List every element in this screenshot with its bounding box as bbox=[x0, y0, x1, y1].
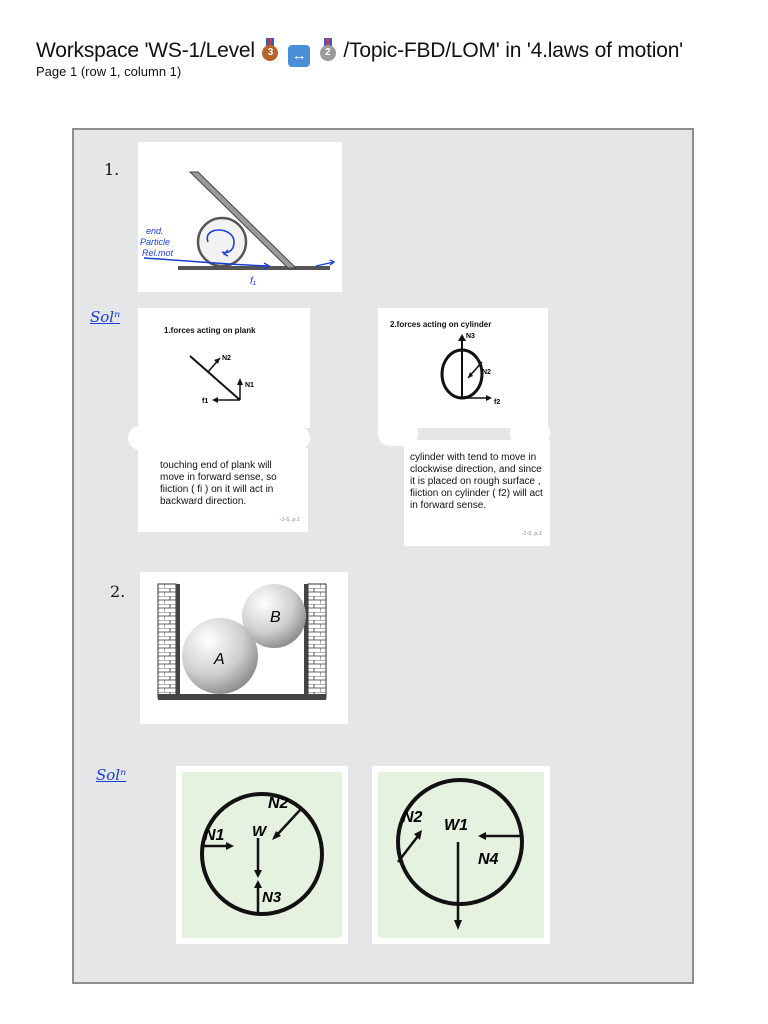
cylinder-fbd-panel bbox=[378, 308, 548, 428]
plank-label-f1: f1 bbox=[202, 398, 209, 405]
plank-fbd-title: 1.forces acting on plank bbox=[164, 326, 256, 335]
annotation-friction: f₁ bbox=[250, 276, 256, 287]
cylinder-notch-right bbox=[510, 420, 550, 446]
question-1-figure bbox=[138, 142, 342, 292]
ball-b-fbd-card bbox=[372, 766, 550, 944]
cylinder-explanation-text: cylinder with tend to move in clockwise direction, and since it is placed on rough surface , fiiction on cylinder ( f2) will act in forward sense. bbox=[410, 452, 543, 511]
fbd1-label-n1: N1 bbox=[204, 827, 225, 844]
title-start: Workspace 'WS-1/Level bbox=[36, 39, 255, 62]
title-end: /Topic-FBD/LOM' in '4.laws of motion' bbox=[343, 39, 683, 62]
cylinder-citation: -1-6, p.1 bbox=[521, 531, 542, 537]
plank-fbd-panel bbox=[138, 308, 310, 428]
cylinder-explanation-card bbox=[404, 440, 550, 546]
balls-between-walls-diagram bbox=[140, 572, 348, 724]
cylinder-force-diagram bbox=[378, 308, 548, 428]
cylinder-label-n3: N3 bbox=[466, 333, 475, 340]
fbd2-label-n2: N2 bbox=[402, 809, 423, 826]
workspace-title bbox=[36, 38, 683, 67]
annotation-end: end. bbox=[146, 226, 164, 236]
left-right-arrow-icon: ↔ bbox=[288, 45, 310, 67]
plank-force-diagram bbox=[138, 308, 310, 428]
bronze-medal-icon: 3 bbox=[262, 38, 278, 60]
ball-a-fbd-card bbox=[176, 766, 348, 944]
ball-a-fbd bbox=[176, 766, 348, 944]
cylinder-fbd-title: 2.forces acting on cylinder bbox=[390, 320, 492, 329]
fbd1-label-n2: N2 bbox=[268, 795, 289, 812]
page-subtitle: Page 1 (row 1, column 1) bbox=[36, 64, 182, 79]
solution-1-label: Solⁿ bbox=[90, 308, 121, 326]
plank-explanation-text: touching end of plank will move in forward sense, so fiiction ( fi ) on it will act in backward direction. bbox=[160, 460, 277, 507]
fbd1-label-n3: N3 bbox=[262, 889, 282, 906]
ball-b-fbd bbox=[372, 766, 550, 944]
solution-2-label: Solⁿ bbox=[96, 766, 127, 784]
cylinder-label-f2: f2 bbox=[494, 399, 501, 406]
question-2-figure bbox=[140, 572, 348, 724]
plank-explanation-card bbox=[138, 448, 308, 532]
question-2-number: 2. bbox=[110, 582, 126, 601]
plank-connector bbox=[158, 426, 288, 450]
plank-citation: -1-6, p.1 bbox=[279, 517, 300, 523]
plank-cylinder-diagram bbox=[138, 142, 342, 292]
fbd2-label-n4: N4 bbox=[478, 851, 499, 868]
cylinder-label-n2: N2 bbox=[482, 369, 491, 376]
ball-a-label: A bbox=[214, 651, 225, 668]
question-1-number: 1. bbox=[104, 160, 120, 179]
fbd2-label-w1: W1 bbox=[444, 817, 468, 834]
annotation-particle: Particle bbox=[140, 237, 171, 247]
annotation-rel-mot: Rel.mot bbox=[142, 248, 174, 258]
fbd1-label-w: W bbox=[252, 823, 267, 840]
worksheet-page bbox=[72, 128, 694, 984]
plank-label-n2: N2 bbox=[222, 355, 231, 362]
silver-medal-icon: 2 bbox=[320, 38, 336, 60]
plank-label-n1: N1 bbox=[245, 382, 254, 389]
cylinder-notch-left bbox=[378, 420, 418, 446]
ball-b-label: B bbox=[270, 609, 281, 626]
